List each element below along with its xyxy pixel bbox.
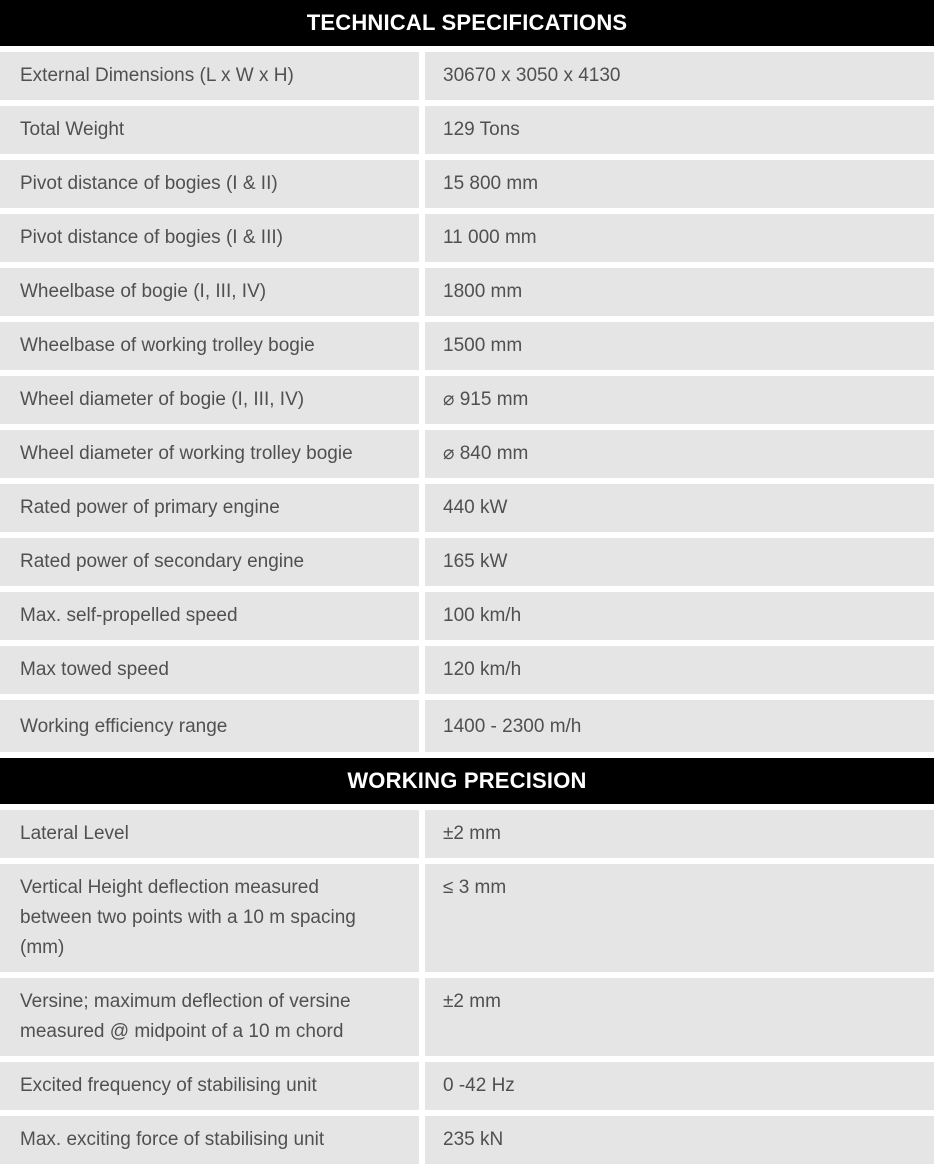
section-title-technical-specifications: TECHNICAL SPECIFICATIONS bbox=[0, 0, 934, 46]
spec-label: Wheelbase of working trolley bogie bbox=[0, 322, 419, 370]
spec-value: 100 km/h bbox=[425, 592, 934, 640]
table-row bbox=[0, 646, 934, 694]
table-row bbox=[0, 864, 934, 972]
table-row bbox=[0, 52, 934, 100]
spec-label: Max towed speed bbox=[0, 646, 419, 694]
spec-label: Max. exciting force of stabilising unit bbox=[0, 1116, 419, 1164]
section-title-working-precision: WORKING PRECISION bbox=[0, 758, 934, 804]
spec-label: Wheel diameter of working trolley bogie bbox=[0, 430, 419, 478]
table-row bbox=[0, 1116, 934, 1164]
spec-label: Total Weight bbox=[0, 106, 419, 154]
spec-label: Wheelbase of bogie (I, III, IV) bbox=[0, 268, 419, 316]
table-row bbox=[0, 1062, 934, 1110]
table-row bbox=[0, 592, 934, 640]
table-row bbox=[0, 538, 934, 586]
spec-label: Pivot distance of bogies (I & II) bbox=[0, 160, 419, 208]
table-row bbox=[0, 978, 934, 1056]
spec-label: Vertical Height deflection measured between two points with a 10 m spacing (mm) bbox=[0, 864, 419, 972]
spec-label: Excited frequency of stabilising unit bbox=[0, 1062, 419, 1110]
working-precision-table bbox=[0, 810, 934, 1164]
spec-value: 15 800 mm bbox=[425, 160, 934, 208]
spec-label: Rated power of primary engine bbox=[0, 484, 419, 532]
table-row bbox=[0, 376, 934, 424]
spec-label: Max. self-propelled speed bbox=[0, 592, 419, 640]
spec-value: 1800 mm bbox=[425, 268, 934, 316]
table-row bbox=[0, 322, 934, 370]
spec-value: 235 kN bbox=[425, 1116, 934, 1164]
spec-value: 1400 - 2300 m/h bbox=[425, 700, 934, 752]
spec-value: 30670 x 3050 x 4130 bbox=[425, 52, 934, 100]
spec-label: Lateral Level bbox=[0, 810, 419, 858]
spec-label: Rated power of secondary engine bbox=[0, 538, 419, 586]
table-row bbox=[0, 106, 934, 154]
table-row bbox=[0, 160, 934, 208]
spec-value: 129 Tons bbox=[425, 106, 934, 154]
spec-label: Wheel diameter of bogie (I, III, IV) bbox=[0, 376, 419, 424]
spec-value: ⌀ 915 mm bbox=[425, 376, 934, 424]
spec-value: 120 km/h bbox=[425, 646, 934, 694]
technical-specifications-table bbox=[0, 52, 934, 752]
spec-label: External Dimensions (L x W x H) bbox=[0, 52, 419, 100]
spec-value: 440 kW bbox=[425, 484, 934, 532]
table-row bbox=[0, 484, 934, 532]
spec-label: Working efficiency range bbox=[0, 700, 419, 752]
table-row bbox=[0, 214, 934, 262]
spec-value: ±2 mm bbox=[425, 978, 934, 1056]
spec-value: ≤ 3 mm bbox=[425, 864, 934, 972]
table-row bbox=[0, 810, 934, 858]
table-row bbox=[0, 430, 934, 478]
spec-value: 1500 mm bbox=[425, 322, 934, 370]
spec-value: 165 kW bbox=[425, 538, 934, 586]
spec-value: 0 -42 Hz bbox=[425, 1062, 934, 1110]
spec-value: ⌀ 840 mm bbox=[425, 430, 934, 478]
spec-value: 11 000 mm bbox=[425, 214, 934, 262]
spec-label: Pivot distance of bogies (I & III) bbox=[0, 214, 419, 262]
table-row bbox=[0, 268, 934, 316]
spec-value: ±2 mm bbox=[425, 810, 934, 858]
table-row bbox=[0, 700, 934, 752]
spec-label: Versine; maximum deflection of versine measured @ midpoint of a 10 m chord bbox=[0, 978, 419, 1056]
